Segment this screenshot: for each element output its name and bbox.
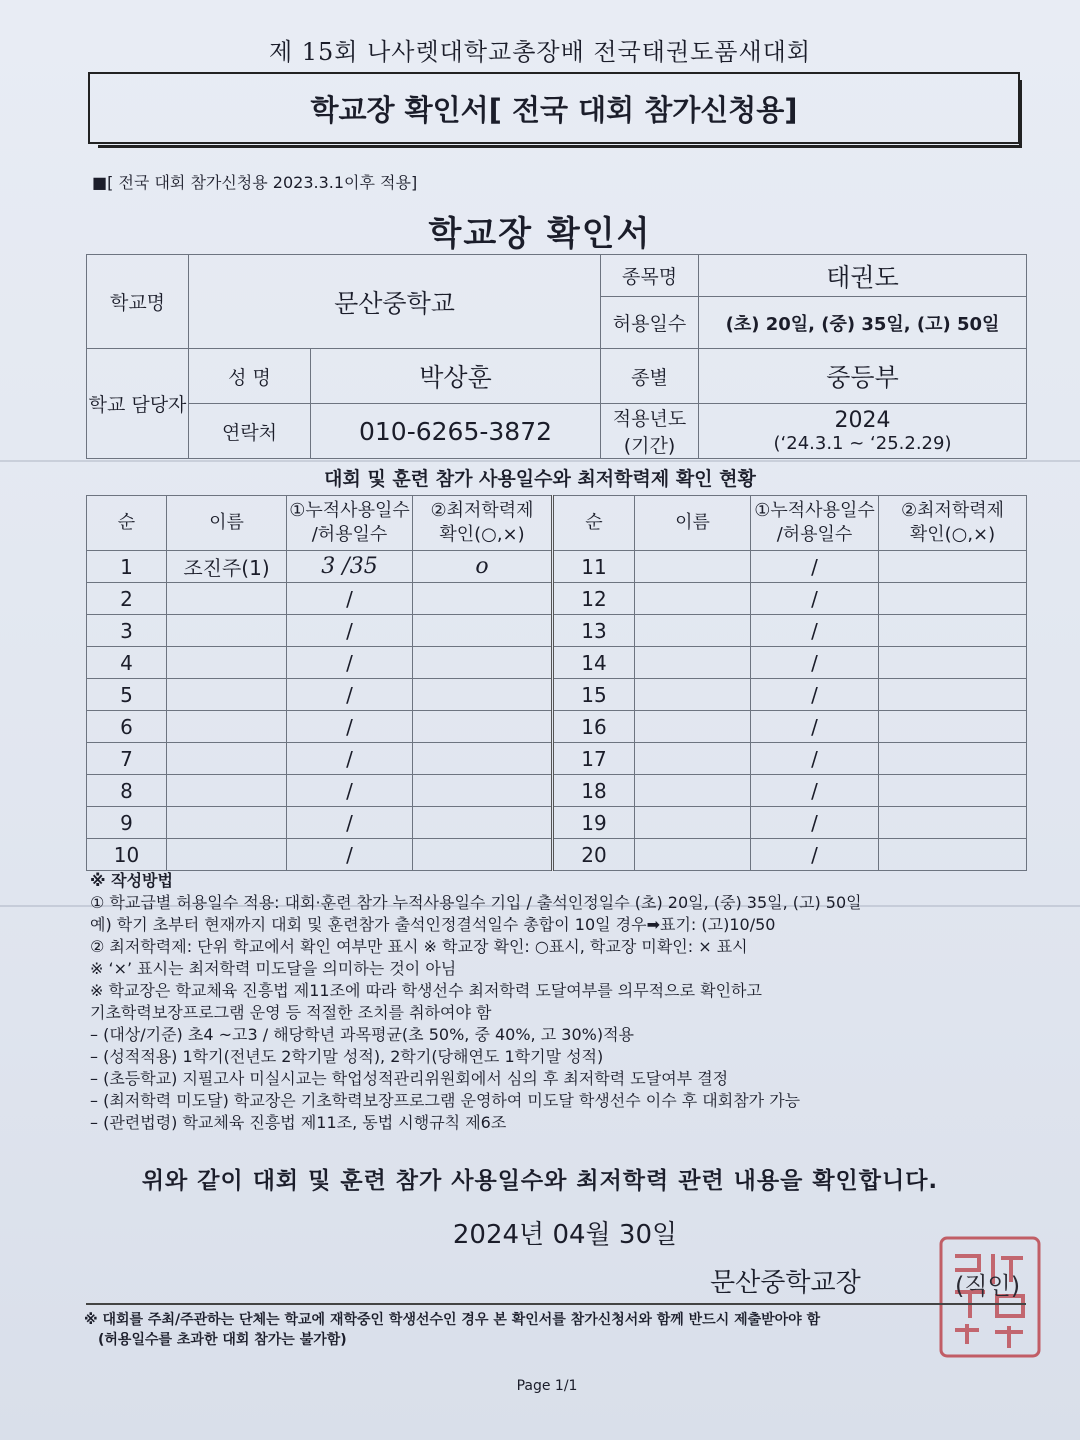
row-name-2 xyxy=(635,775,751,807)
school-label: 학교명 xyxy=(87,255,189,349)
col-no: 순 xyxy=(87,496,167,551)
row-days-2: / xyxy=(751,775,879,807)
year-label-line1: 적용년도 xyxy=(612,408,687,430)
col-days-line1: ①누적사용일수 xyxy=(289,500,410,521)
table-row xyxy=(87,775,1027,807)
instruction-line: ※ ‘×’ 표시는 최저학력 미도달을 의미하는 것이 아님 xyxy=(90,959,457,978)
table-row xyxy=(87,583,1027,615)
row-days: / xyxy=(287,615,413,647)
row-min xyxy=(413,775,553,807)
table-row xyxy=(87,839,1027,871)
roster-header-row xyxy=(87,496,1027,551)
row-days-2: / xyxy=(751,711,879,743)
col-min-line1: ②최저학력제 xyxy=(430,500,534,521)
row-name xyxy=(167,679,287,711)
year-label xyxy=(601,404,699,459)
row-no: 5 xyxy=(87,679,167,711)
year-value: 2024 xyxy=(834,408,891,433)
principal-title: 문산중학교장 xyxy=(710,1268,861,1298)
row-days-2: / xyxy=(751,679,879,711)
row-name xyxy=(167,583,287,615)
row-min-2 xyxy=(879,615,1027,647)
row-name-2 xyxy=(635,679,751,711)
col-min2-line2: 확인(○,×) xyxy=(909,524,996,545)
row-name-2 xyxy=(635,551,751,583)
instruction-line: 예) 학기 초부터 현재까지 대회 및 훈련참가 출석인정결석일수 총합이 10일 경우➡표기: (고)10/50 xyxy=(90,915,776,934)
sport-label: 종목명 xyxy=(601,255,699,297)
row-no: 8 xyxy=(87,775,167,807)
row-min xyxy=(413,743,553,775)
footer-divider xyxy=(86,1303,1026,1305)
instruction-line: – (최저학력 미도달) 학교장은 기초학력보장프로그램 운영하여 미도달 학생선수 이수 후 대회참가 가능 xyxy=(90,1091,801,1110)
year-period: (‘24.3.1 ~ ‘25.2.29) xyxy=(773,433,952,454)
row-min-2 xyxy=(879,743,1027,775)
confirmation-statement: 위와 같이 대회 및 훈련 참가 사용일수와 최저학력 관련 내용을 확인합니다. xyxy=(141,1168,939,1194)
row-min-2 xyxy=(879,647,1027,679)
footer-note-line2: (허용일수를 초과한 대회 참가는 불가함) xyxy=(98,1332,347,1348)
allowed-label: 허용일수 xyxy=(601,297,699,349)
row-days: / xyxy=(287,583,413,615)
info-table xyxy=(86,254,1027,459)
row-no-2: 20 xyxy=(553,839,635,871)
col-min xyxy=(413,496,553,551)
table-row xyxy=(87,647,1027,679)
row-no-2: 14 xyxy=(553,647,635,679)
col-min-line2: 확인(○,×) xyxy=(439,524,525,545)
row-days-2: / xyxy=(751,647,879,679)
row-no: 3 xyxy=(87,615,167,647)
row-days: / xyxy=(287,743,413,775)
row-days: / xyxy=(287,775,413,807)
row-no-2: 16 xyxy=(553,711,635,743)
name-label: 성 명 xyxy=(189,349,311,404)
row-min: o xyxy=(413,551,553,583)
row-days-2: / xyxy=(751,839,879,871)
row-name-2 xyxy=(635,615,751,647)
row-name: 조진주(1) xyxy=(167,551,287,583)
row-no-2: 17 xyxy=(553,743,635,775)
row-no-2: 12 xyxy=(553,583,635,615)
row-no: 4 xyxy=(87,647,167,679)
row-min xyxy=(413,615,553,647)
issue-date: 2024년 04월 30일 xyxy=(452,1220,678,1250)
name-value: 박상훈 xyxy=(311,349,601,404)
main-title: 학교장 확인서 xyxy=(428,214,652,254)
table-row xyxy=(87,711,1027,743)
row-no: 9 xyxy=(87,807,167,839)
row-name-2 xyxy=(635,711,751,743)
row-name xyxy=(167,711,287,743)
row-min-2 xyxy=(879,839,1027,871)
row-no: 2 xyxy=(87,583,167,615)
instruction-line: 기초학력보장프로그램 운영 등 적절한 조치를 취하여야 함 xyxy=(90,1003,492,1022)
instruction-line: – (대상/기준) 초4 ~고3 / 해당학년 과목평균(초 50%, 중 40%, 고 30%)적용 xyxy=(90,1025,634,1044)
row-min-2 xyxy=(879,551,1027,583)
instruction-line: ※ 학교장은 학교체육 진흥법 제11조에 따라 학생선수 최저학력 도달여부를 의무적으로 확인하고 xyxy=(90,981,762,1000)
row-days: / xyxy=(287,647,413,679)
sport-value: 태권도 xyxy=(699,255,1027,297)
row-no-2: 13 xyxy=(553,615,635,647)
row-name xyxy=(167,775,287,807)
title-box-text: 학교장 확인서[ 전국 대회 참가신청용] xyxy=(310,93,798,127)
instruction-line: ② 최저학력제: 단위 학교에서 확인 여부만 표시 ※ 학교장 확인: ○표시, 학교장 미확인: × 표시 xyxy=(90,937,748,956)
row-name-2 xyxy=(635,807,751,839)
page-number: Page 1/1 xyxy=(516,1378,578,1394)
table-row xyxy=(87,551,1027,583)
division-label: 종별 xyxy=(601,349,699,404)
col-days-2 xyxy=(751,496,879,551)
row-name xyxy=(167,647,287,679)
writing-instructions xyxy=(90,870,1030,1134)
col-days2-line1: ①누적사용일수 xyxy=(754,500,875,521)
row-name xyxy=(167,743,287,775)
table-row xyxy=(87,743,1027,775)
contact-value: 010-6265-3872 xyxy=(311,404,601,459)
row-days-2: / xyxy=(751,807,879,839)
division-value: 중등부 xyxy=(699,349,1027,404)
row-name-2 xyxy=(635,647,751,679)
row-min xyxy=(413,839,553,871)
instruction-line: – (성적적용) 1학기(전년도 2학기말 성적), 2학기(당해연도 1학기말 성적) xyxy=(90,1047,604,1066)
row-no-2: 15 xyxy=(553,679,635,711)
footer-note-line1: ※ 대회를 주최/주관하는 단체는 학교에 재학중인 학생선수인 경우 본 확인서를 참가신청서와 함께 반드시 제출받아야 함 xyxy=(84,1312,821,1328)
row-name-2 xyxy=(635,743,751,775)
row-min-2 xyxy=(879,679,1027,711)
row-days-2: / xyxy=(751,615,879,647)
row-days: / xyxy=(287,839,413,871)
row-min xyxy=(413,583,553,615)
row-no: 7 xyxy=(87,743,167,775)
row-days: / xyxy=(287,679,413,711)
row-min xyxy=(413,711,553,743)
instruction-line: – (관련법령) 학교체육 진흥법 제11조, 동법 시행규칙 제6조 xyxy=(90,1113,507,1132)
footer-note xyxy=(84,1310,1044,1350)
col-min2-line1: ②최저학력제 xyxy=(900,500,1005,521)
row-no: 6 xyxy=(87,711,167,743)
row-no-2: 19 xyxy=(553,807,635,839)
row-days-2: / xyxy=(751,743,879,775)
manager-label: 학교 담당자 xyxy=(87,349,189,459)
allowed-value: (초) 20일, (중) 35일, (고) 50일 xyxy=(699,297,1027,349)
row-no-2: 18 xyxy=(553,775,635,807)
notice-text: ■[ 전국 대회 참가신청용 2023.3.1이후 적용] xyxy=(92,173,418,192)
row-days: / xyxy=(287,807,413,839)
roster-table xyxy=(86,495,1027,871)
row-no: 10 xyxy=(87,839,167,871)
year-label-line2: (기간) xyxy=(623,435,676,457)
instruction-line: ① 학교급별 허용일수 적용: 대회·훈련 참가 누적사용일수 기입 / 출석인정일수 (초) 20일, (중) 35일, (고) 50일 xyxy=(90,893,862,912)
col-days2-line2: /허용일수 xyxy=(776,524,853,545)
row-days-2: / xyxy=(751,551,879,583)
row-name-2 xyxy=(635,583,751,615)
row-name xyxy=(167,807,287,839)
row-name xyxy=(167,615,287,647)
instructions-title: ※ 작성방법 xyxy=(90,871,173,890)
col-days-line2: /허용일수 xyxy=(311,524,388,545)
col-no-2: 순 xyxy=(553,496,635,551)
row-days: / xyxy=(287,711,413,743)
table-row xyxy=(87,807,1027,839)
fold-line xyxy=(0,460,1080,462)
row-min xyxy=(413,647,553,679)
row-days: 3 /35 xyxy=(287,551,413,583)
row-name-2 xyxy=(635,839,751,871)
instruction-line: – (초등학교) 지필고사 미실시교는 학업성적관리위원회에서 심의 후 최저학력 도달여부 결정 xyxy=(90,1069,729,1088)
row-no: 1 xyxy=(87,551,167,583)
row-min-2 xyxy=(879,711,1027,743)
row-min xyxy=(413,807,553,839)
row-min-2 xyxy=(879,807,1027,839)
event-title: 제 15회 나사렛대학교총장배 전국태권도품새대회 xyxy=(268,38,812,66)
col-name-2: 이름 xyxy=(635,496,751,551)
contact-label: 연락처 xyxy=(189,404,311,459)
year-cell xyxy=(699,404,1027,459)
table-row xyxy=(87,615,1027,647)
row-name xyxy=(167,839,287,871)
row-days-2: / xyxy=(751,583,879,615)
col-name: 이름 xyxy=(167,496,287,551)
row-min-2 xyxy=(879,583,1027,615)
row-min xyxy=(413,679,553,711)
col-days xyxy=(287,496,413,551)
row-no-2: 11 xyxy=(553,551,635,583)
table-row xyxy=(87,679,1027,711)
roster-body xyxy=(87,551,1027,871)
school-value: 문산중학교 xyxy=(189,255,601,349)
row-min-2 xyxy=(879,775,1027,807)
col-min-2 xyxy=(879,496,1027,551)
roster-section-title: 대회 및 훈련 참가 사용일수와 최저학력제 확인 현황 xyxy=(324,468,756,490)
seal-label: (직인) xyxy=(955,1272,1021,1300)
